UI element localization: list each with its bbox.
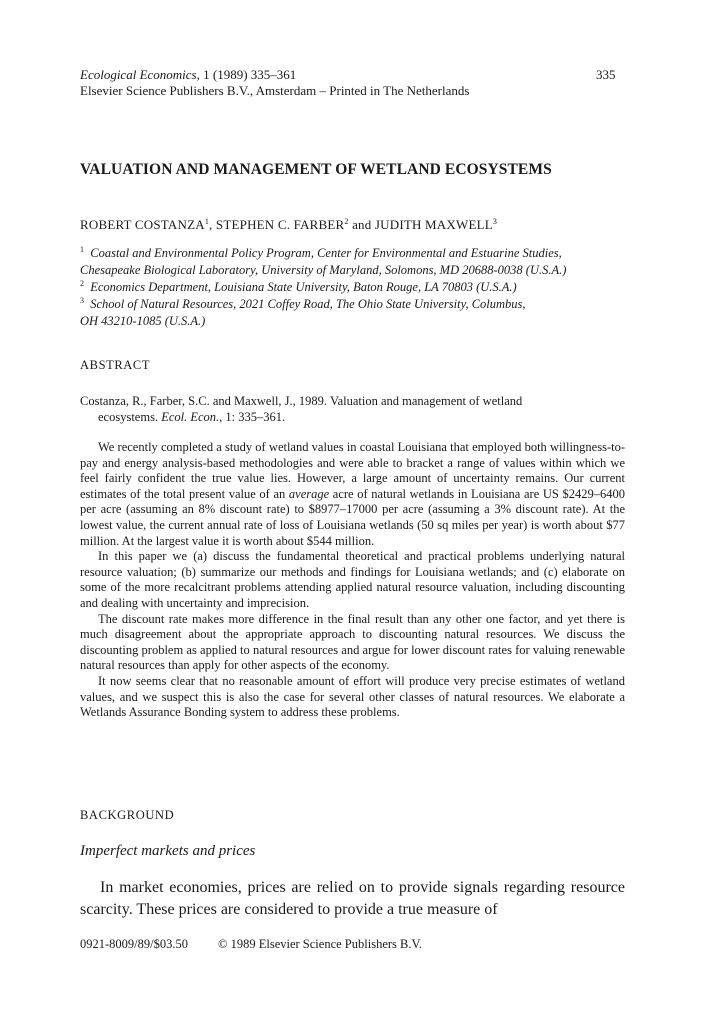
author-name: STEPHEN C. FARBER <box>215 217 345 232</box>
paragraph-text: acre of natural wetlands in Louisiana are US $2429–6400 per acre (assuming an 8% discount rate) to $8977–17000 per acre (assuming a 3% discount rate). At the lowest value, the current annual rate of loss of Louisiana wetlands (50 sq miles per year) is worth about $77 million. At the largest value it is worth about $544 million. <box>80 486 625 548</box>
author-name: ROBERT COSTANZA <box>80 217 205 232</box>
abstract-paragraph: In this paper we (a) discuss the fundamental theoretical and practical problems underlying natural resource valuation; (b) summarize our methods and findings for Louisiana wetlands; and (c) elaborate on some of the more recalcitrant problems attending applied natural resource valuation, including discounting and dealing with uncertainty and imprecision. <box>80 549 625 610</box>
publisher-line: Elsevier Science Publishers B.V., Amsterdam – Printed in The Netherlands <box>80 83 470 98</box>
affiliation-number: 3 <box>80 296 84 305</box>
author-name: JUDITH MAXWELL <box>374 217 493 232</box>
journal-volume-pages: 1 (1989) 335–361 <box>199 67 297 82</box>
background-heading: BACKGROUND <box>80 808 175 822</box>
journal-citation-header <box>80 67 296 83</box>
affiliation-line: Coastal and Environmental Policy Program, Center for Environmental and Estuarine Studies, <box>90 246 562 260</box>
author-affiliation-mark: 2 <box>344 217 349 226</box>
author-list <box>80 217 497 233</box>
issn-price-code: 0921-8009/89/$03.50 <box>80 937 188 951</box>
affiliation-number: 1 <box>80 245 84 254</box>
subsection-heading: Imperfect markets and prices <box>80 843 256 859</box>
affiliation-number: 2 <box>80 279 84 288</box>
affiliation-3 <box>80 292 640 330</box>
body-text <box>80 877 625 921</box>
affiliation-line: OH 43210-1085 (U.S.A.) <box>80 314 206 328</box>
abstract-paragraph: It now seems clear that no reasonable amount of effort will produce very precise estimates of wetland values, and we suspect this is also the case for several other classes of natural resources. We elaborate a Wetlands Assurance Bonding system to address these problems. <box>80 673 625 720</box>
author-separator: , <box>209 217 216 232</box>
author-affiliation-mark: 1 <box>204 217 210 226</box>
body-paragraph: In market economies, prices are relied on to provide signals regarding resource scarcity. These prices are considered to provide a true measure of <box>80 879 625 918</box>
journal-name: Ecological Economics, <box>80 67 200 82</box>
citation-text: ecosystems. <box>98 410 162 424</box>
citation-line <box>80 409 625 425</box>
abstract-heading: ABSTRACT <box>80 358 151 372</box>
author-separator: and <box>348 217 375 232</box>
affiliation-1 <box>80 241 640 279</box>
emphasis-text: average <box>288 486 330 501</box>
copyright-notice: © 1989 Elsevier Science Publishers B.V. <box>217 937 423 951</box>
affiliation-line: School of Natural Resources, 2021 Coffey Road, The Ohio State University, Columbus, <box>90 297 526 311</box>
affiliation-line: Chesapeake Biological Laboratory, University of Maryland, Solomons, MD 20688-0038 (U.S.A.) <box>80 263 567 277</box>
citation-text: , 1: 335–361. <box>219 410 286 424</box>
citation-journal-abbrev: Ecol. Econ. <box>161 410 220 424</box>
paragraph-text: We recently completed a study of wetland values in coastal Louisiana that employed both willingness-to-pay and energy analysis-based methodologies and were able to bracket a range of values within which we feel fairly confident the true value lies. However, a large amount of uncertainty remains. Our current estimates of the total present value of an <box>80 440 625 501</box>
paper-title: VALUATION AND MANAGEMENT OF WETLAND ECOSYSTEMS <box>80 161 552 178</box>
abstract-paragraph <box>80 440 625 549</box>
page-footer <box>80 937 422 952</box>
abstract-paragraph: The discount rate makes more difference in the final result than any other one factor, and yet there is much disagreement about the appropriate approach to discounting natural resources. We discuss the discounting problem as applied to natural resources and argue for lower discount rates for valuing renewable natural resources than apply for other aspects of the economy. <box>80 611 625 673</box>
abstract-body <box>80 440 625 721</box>
citation-line: Costanza, R., Farber, S.C. and Maxwell, J., 1989. Valuation and management of wetland <box>80 394 523 408</box>
affiliation-line: Economics Department, Louisiana State University, Baton Rouge, LA 70803 (U.S.A.) <box>90 280 517 294</box>
page-number: 335 <box>596 67 616 82</box>
abstract-citation <box>80 393 625 425</box>
author-affiliation-mark: 3 <box>492 217 498 226</box>
